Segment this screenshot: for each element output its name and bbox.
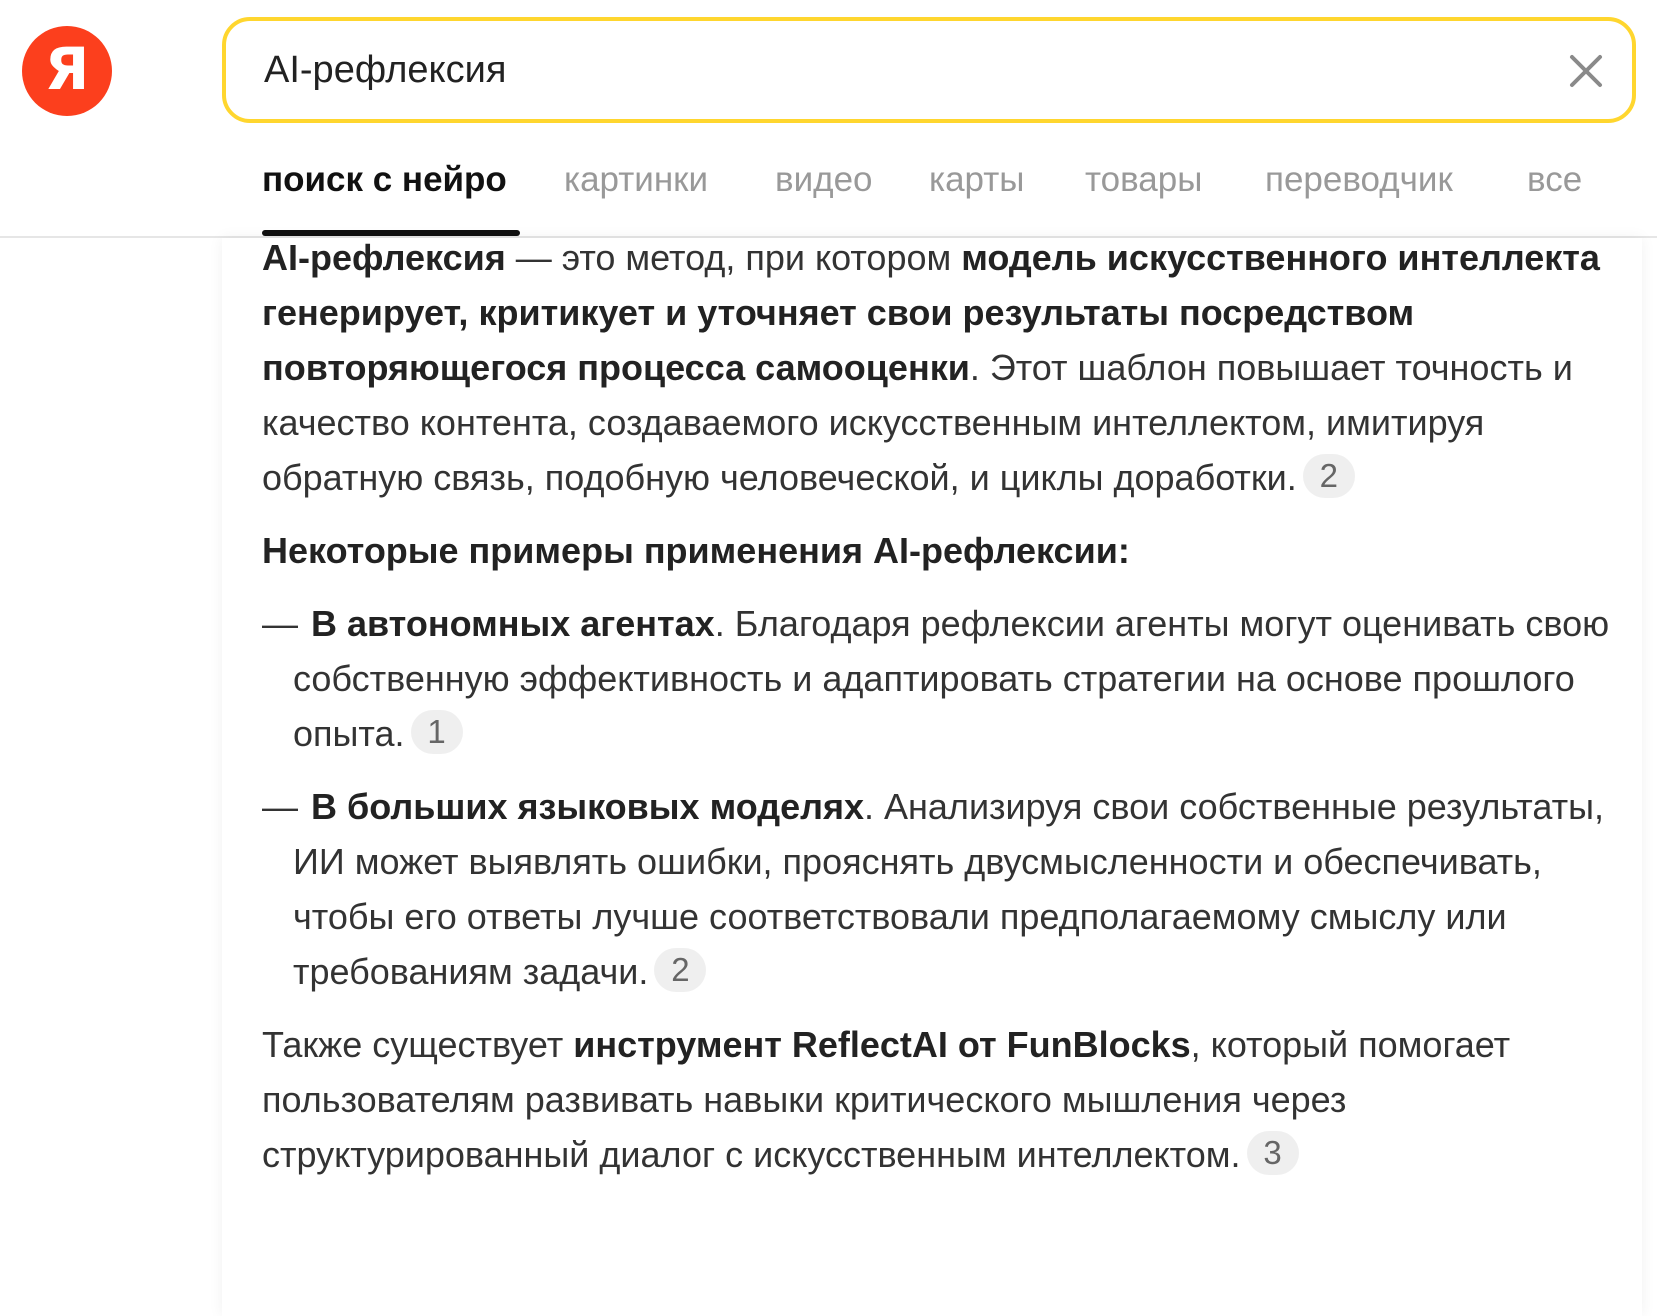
clear-search-button[interactable] (1566, 51, 1606, 91)
list-dash: — (262, 603, 298, 644)
tab-products[interactable]: товары (1085, 160, 1203, 199)
close-icon (1566, 51, 1606, 91)
intro-text-2: . Этот шаблон повышает точность и качество контента, создаваемого искусственным интеллектом, имитируя обратную связь, подобную человеческой, и циклы доработки. (262, 347, 1573, 498)
tab-all[interactable]: все (1527, 160, 1583, 199)
source-ref-badge[interactable]: 2 (654, 948, 706, 992)
source-ref-badge[interactable]: 1 (411, 710, 463, 754)
also-text-2: , который помогает пользователям развивать навыки критического мышления через структурированный диалог с искусственным интеллектом. (262, 1024, 1511, 1175)
item-title: В автономных агентах (311, 603, 715, 644)
answer-intro (262, 230, 1642, 505)
search-tabs (0, 130, 1657, 238)
source-ref-badge[interactable]: 3 (1247, 1131, 1299, 1175)
intro-bold: модель искусственного интеллекта генерирует, критикует и уточняет свои результаты посредством повторяющегося процесса самооценки (262, 237, 1600, 388)
examples-heading: Некоторые примеры применения AI-рефлексии: (262, 530, 1130, 571)
tab-neuro[interactable]: поиск с нейро (262, 160, 507, 199)
tab-maps[interactable]: карты (929, 160, 1025, 199)
search-input[interactable] (262, 21, 1542, 119)
tab-images[interactable]: картинки (564, 160, 709, 199)
yandex-logo[interactable] (22, 26, 112, 116)
search-box (222, 17, 1636, 123)
intro-term: AI-рефлексия (262, 237, 506, 278)
item-text: . Анализируя свои собственные результаты, ИИ может выявлять ошибки, прояснять двусмысленности и обеспечивать, чтобы его ответы лучше соответствовали предполагаемому смыслу или требованиям задачи. (293, 786, 1604, 992)
list-item (262, 596, 1642, 761)
tab-translator[interactable]: переводчик (1265, 160, 1453, 199)
intro-text-1: — это метод, при котором (505, 237, 962, 278)
list-item (262, 779, 1642, 999)
also-text-1: Также существует (262, 1024, 574, 1065)
item-text: . Благодаря рефлексии агенты могут оценивать свою собственную эффективность и адаптировать стратегии на основе прошлого опыта. (293, 603, 1610, 754)
also-bold: инструмент ReflectAI от FunBlocks (573, 1024, 1191, 1065)
source-ref-badge[interactable]: 2 (1303, 454, 1355, 498)
answer-also (262, 1017, 1642, 1182)
answer-content (262, 230, 1642, 1182)
tab-video[interactable]: видео (775, 160, 873, 199)
logo-letter: Я (44, 35, 90, 103)
item-title: В больших языковых моделях (311, 786, 865, 827)
list-dash: — (262, 786, 298, 827)
